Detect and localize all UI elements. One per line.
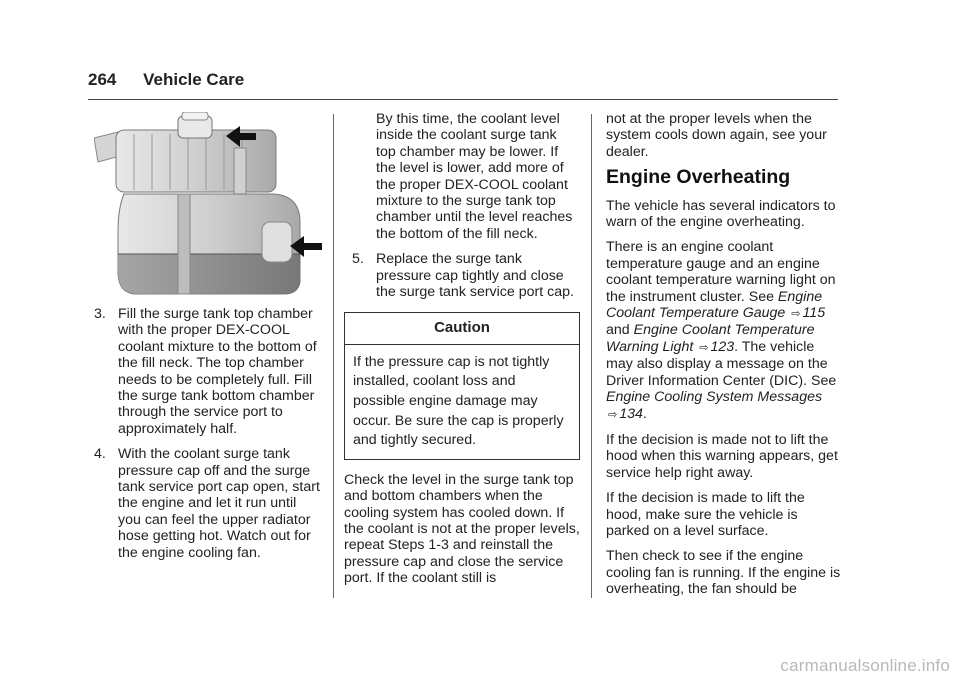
- page-ref-arrow-icon: ⇨: [699, 341, 709, 354]
- ref-cooling-messages[interactable]: Engine Cooling System Messages: [606, 389, 823, 406]
- section-title: Vehicle Care: [143, 70, 245, 89]
- header-divider: [88, 99, 838, 100]
- paragraph-with-refs: [606, 239, 842, 422]
- surge-tank-illustration: [94, 112, 324, 297]
- step-text: Fill the surge tank top chamber with the proper DEX-COOL coolant mixture to the bottom of the fill neck. The top chamber needs to be completely full. Fill the surge tank bottom chamber through the service port to approximately half.: [118, 306, 317, 437]
- page-number: 264: [88, 70, 117, 89]
- section-heading: Engine Overheating: [606, 166, 791, 189]
- ref-coolant-gauge[interactable]: Engine Coolant Temperature Gauge: [606, 288, 823, 322]
- column-2: [344, 111, 580, 596]
- paragraph: Then check to see if the engine cooling fan is running. If the engine is overheating, the fan should be: [606, 548, 841, 598]
- text-span: There is an engine coolant temperature gauge and an engine coolant temperature warning light on the instrument cluster. See: [606, 239, 836, 305]
- caution-box: [344, 312, 580, 459]
- paragraph: Check the level in the surge tank top and bottom chambers when the cooling system has cooled down. If the coolant is not at the proper levels, repeat Steps 1-3 and reinstall the pressure cap and close the service port. If the coolant still is: [344, 471, 580, 587]
- page-ref-arrow-icon: ⇨: [791, 308, 801, 321]
- ref-page-134[interactable]: 134: [619, 405, 643, 422]
- page-header: [88, 70, 244, 90]
- paragraph: If the decision is made to lift the hood, make sure the vehicle is parked on a level surface.: [606, 490, 805, 539]
- caution-title: Caution: [345, 313, 579, 344]
- step-text: With the coolant surge tank pressure cap off and the surge tank service port cap open, start the engine and let it run until you can feel the upper radiator hose getting hot. Watch out for the engine cooling fan.: [118, 446, 320, 561]
- caution-text: If the pressure cap is not tightly installed, coolant loss and possible engine damage may occur. Be sure the cap is properly and tightly secured.: [353, 353, 564, 449]
- text-span: .: [642, 405, 647, 422]
- column-1: [94, 306, 322, 570]
- watermark: carmanualsonline.info: [780, 656, 950, 675]
- text-span: . The vehicle may also display a message on the Driver Information Center (DIC). See: [606, 338, 837, 389]
- paragraph-continuation: not at the proper levels when the system cools down again, see your dealer.: [606, 111, 827, 160]
- step-number: 3.: [94, 306, 106, 322]
- paragraph: The vehicle has several indicators to warn of the engine overheating.: [606, 197, 836, 231]
- step-5: [352, 251, 580, 300]
- paragraph: If the decision is made not to lift the hood when this warning appears, get service help right away.: [606, 431, 838, 481]
- column-divider-2: [591, 114, 592, 598]
- ref-coolant-warning-light[interactable]: Engine Coolant Temperature Warning Light: [606, 322, 815, 355]
- ref-page-123[interactable]: 123: [710, 338, 735, 355]
- page-ref-arrow-icon: ⇨: [608, 408, 618, 421]
- step-4: [94, 446, 322, 561]
- column-3: [606, 111, 842, 607]
- step-number: 5.: [352, 251, 364, 268]
- step-number: 4.: [94, 446, 106, 463]
- column-divider-1: [333, 114, 334, 598]
- ref-page-115[interactable]: 115: [802, 305, 826, 322]
- text-span: and: [606, 322, 634, 339]
- step-text: Replace the surge tank pressure cap tightly and close the surge tank service port cap.: [376, 251, 574, 301]
- step-3: [94, 306, 322, 437]
- step-continuation: By this time, the coolant level inside the coolant surge tank top chamber may be lower. If the level is lower, add more of the proper DEX-COOL coolant mixture to the surge tank top chamber until the level reaches the bottom of the fill neck.: [376, 111, 573, 242]
